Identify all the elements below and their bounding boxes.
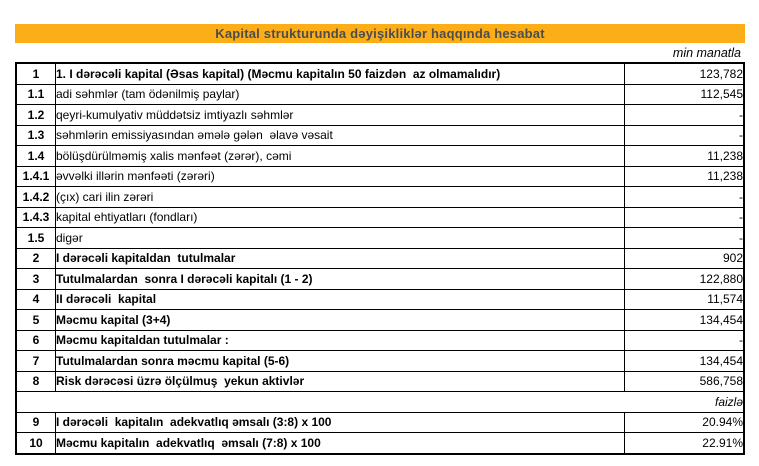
row-value: 20.94% (625, 412, 745, 433)
row-number: 1.4.1 (16, 166, 56, 187)
row-label: bölüşdürülməmiş xalis mənfəət (zərər), cəmi (56, 146, 625, 167)
table-row-3 (16, 269, 744, 290)
row-value: 123,782 (625, 63, 745, 84)
row-number: 1.4.3 (16, 207, 56, 228)
row-value: 134,454 (625, 351, 745, 372)
row-label: II dərəcəli kapital (56, 289, 625, 310)
row-value: - (625, 330, 745, 351)
row-value: 122,880 (625, 269, 745, 290)
table-row-1.4.1 (16, 166, 744, 187)
table-row-1.4 (16, 146, 744, 167)
row-value: 134,454 (625, 310, 745, 331)
row-label: 1. I dərəcəli kapital (Əsas kapital) (Məcmu kapitalın 50 faizdən az olmamalıdır) (56, 63, 625, 84)
row-label: Məcmu kapital (3+4) (56, 310, 625, 331)
row-number: 1.4 (16, 146, 56, 167)
row-label: adi səhmlər (tam ödənilmiş paylar) (56, 84, 625, 105)
table-row-1.1 (16, 84, 744, 105)
unit-separator-row (16, 392, 744, 413)
row-value: - (625, 228, 745, 249)
unit-note-min-manatla: min manatla (672, 46, 741, 60)
table-row-6 (16, 330, 744, 351)
row-number: 7 (16, 351, 56, 372)
row-value: 586,758 (625, 371, 745, 392)
report-title-bar: Kapital strukturunda dəyişikliklər haqqında hesabat (15, 24, 745, 43)
table-row-1 (16, 63, 744, 84)
table-row-1.2 (16, 105, 744, 126)
table-row-1.4.2 (16, 187, 744, 208)
row-number: 1.4.2 (16, 187, 56, 208)
row-label: Tutulmalardan sonra məcmu kapital (5-6) (56, 351, 625, 372)
row-number: 1.2 (16, 105, 56, 126)
percent-unit-note: faizlə (16, 392, 744, 413)
row-label: I dərəcəli kapitaldan tutulmalar (56, 248, 625, 269)
table-row-1.4.3 (16, 207, 744, 228)
row-value: 11,574 (625, 289, 745, 310)
table-row-5 (16, 310, 744, 331)
capital-structure-table (15, 62, 745, 455)
row-number: 9 (16, 412, 56, 433)
row-value: - (625, 105, 745, 126)
row-number: 1.5 (16, 228, 56, 249)
row-value: 22.91% (625, 433, 745, 454)
row-label: digər (56, 228, 625, 249)
row-label: əvvəlki illərin mənfəəti (zərəri) (56, 166, 625, 187)
row-number: 1.1 (16, 84, 56, 105)
row-value: 112,545 (625, 84, 745, 105)
table-row-9 (16, 412, 744, 433)
row-number: 10 (16, 433, 56, 454)
row-label: Məcmu kapitalın adekvatlıq əmsalı (7:8) x 100 (56, 433, 625, 454)
row-label: I dərəcəli kapitalın adekvatlıq əmsalı (3:8) x 100 (56, 412, 625, 433)
capital-table-body (16, 63, 744, 454)
table-row-1.3 (16, 125, 744, 146)
row-number: 4 (16, 289, 56, 310)
row-label: kapital ehtiyatları (fondları) (56, 207, 625, 228)
row-number: 2 (16, 248, 56, 269)
row-number: 6 (16, 330, 56, 351)
table-row-10 (16, 433, 744, 454)
row-number: 3 (16, 269, 56, 290)
row-value: - (625, 207, 745, 228)
row-label: səhmlərin emissiyasından əmələ gələn əlavə vəsait (56, 125, 625, 146)
table-row-2 (16, 248, 744, 269)
row-label: Tutulmalardan sonra I dərəcəli kapitalı (1 - 2) (56, 269, 625, 290)
row-value: 11,238 (625, 146, 745, 167)
row-label: (çıx) cari ilin zərəri (56, 187, 625, 208)
row-label: Risk dərəcəsi üzrə ölçülmuş yekun aktivlər (56, 371, 625, 392)
table-row-1.5 (16, 228, 744, 249)
row-label: qeyri-kumulyativ müddətsiz imtiyazlı səhmlər (56, 105, 625, 126)
row-label: Məcmu kapitaldan tutulmalar : (56, 330, 625, 351)
table-row-7 (16, 351, 744, 372)
row-number: 8 (16, 371, 56, 392)
row-value: - (625, 187, 745, 208)
row-number: 5 (16, 310, 56, 331)
row-number: 1.3 (16, 125, 56, 146)
row-value: - (625, 125, 745, 146)
row-value: 902 (625, 248, 745, 269)
row-value: 11,238 (625, 166, 745, 187)
table-row-4 (16, 289, 744, 310)
row-number: 1 (16, 63, 56, 84)
table-row-8 (16, 371, 744, 392)
